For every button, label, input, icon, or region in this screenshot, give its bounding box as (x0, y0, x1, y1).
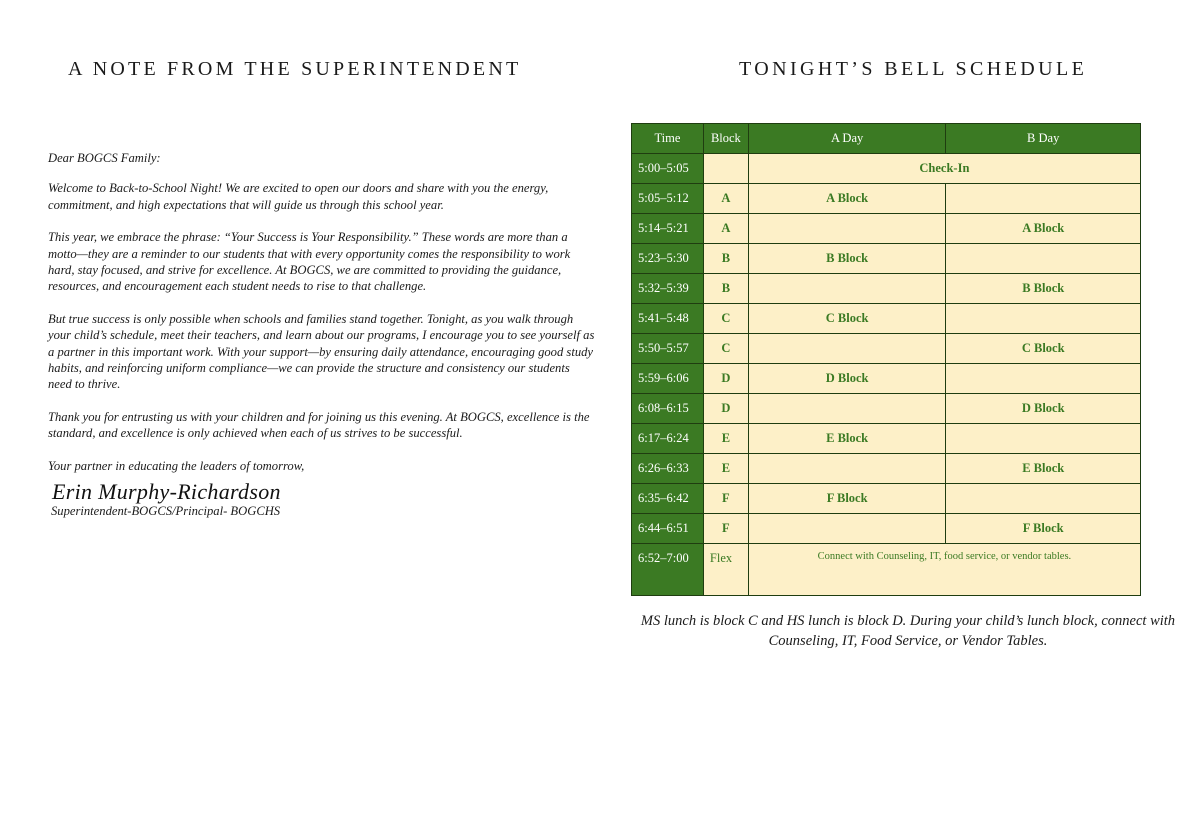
time-cell: 5:41–5:48 (632, 304, 704, 334)
letter-paragraph: This year, we embrace the phrase: “Your Success is Your Responsibility.” These words are more than a motto—they are a reminder to our students that with every opportunity comes the responsibility to work hard, stay focused, and strive for excellence. At BOGCS, we are committed to providing the guidance, resources, and encouragement each student needs to rise to that challenge. (48, 230, 571, 294)
table-header-row (632, 124, 1141, 154)
time-cell: 6:17–6:24 (632, 424, 704, 454)
table-row (632, 184, 1141, 214)
signer-title: Superintendent-BOGCS/Principal- BOGCHS (51, 503, 281, 518)
header-b-day: B Day (946, 124, 1141, 154)
header-time: Time (632, 124, 704, 154)
table-row (632, 454, 1141, 484)
b-day-cell (946, 304, 1141, 334)
letter-paragraph: Welcome to Back-to-School Night! We are excited to open our doors and share with you the energy, commitment, and high expectations that will guide us through this school year. (48, 181, 549, 212)
a-day-cell: F Block (748, 484, 946, 514)
a-day-cell (748, 454, 946, 484)
b-day-cell (946, 424, 1141, 454)
letter-paragraph: But true success is only possible when schools and families stand together. Tonight, as you walk through your child’s schedule, meet their teachers, and learn about our programs, I encourage you to see yourself as a partner in this important work. With your support—by ensuring daily attendance, encouraging good study habits, and reinforcing uniform compliance—we can provide the structure and consistency our students need to thrive. (48, 311, 595, 392)
checkin-cell: Check-In (748, 154, 1140, 184)
letter-title: A NOTE FROM THE SUPERINTENDENT (68, 58, 522, 80)
a-day-cell: B Block (748, 244, 946, 274)
b-day-cell: D Block (946, 394, 1141, 424)
header-a-day: A Day (748, 124, 946, 154)
b-day-cell: F Block (946, 514, 1141, 544)
time-cell: 6:35–6:42 (632, 484, 704, 514)
table-row (632, 214, 1141, 244)
letter-closing: Your partner in educating the leaders of tomorrow, (48, 458, 305, 473)
b-day-cell: E Block (946, 454, 1141, 484)
block-cell: B (703, 244, 748, 274)
a-day-cell (748, 274, 946, 304)
time-cell: 5:14–5:21 (632, 214, 704, 244)
table-row (632, 334, 1141, 364)
time-cell: 5:23–5:30 (632, 244, 704, 274)
block-cell: A (703, 214, 748, 244)
a-day-cell (748, 394, 946, 424)
time-cell: 6:26–6:33 (632, 454, 704, 484)
a-day-cell: A Block (748, 184, 946, 214)
time-cell: 5:50–5:57 (632, 334, 704, 364)
block-cell: E (703, 424, 748, 454)
b-day-cell: A Block (946, 214, 1141, 244)
a-day-cell: E Block (748, 424, 946, 454)
table-row (632, 424, 1141, 454)
block-cell: F (703, 484, 748, 514)
time-cell: 6:52–7:00 (632, 544, 704, 596)
table-row (632, 544, 1141, 596)
b-day-cell: B Block (946, 274, 1141, 304)
b-day-cell: C Block (946, 334, 1141, 364)
header-block: Block (703, 124, 748, 154)
table-row (632, 244, 1141, 274)
time-cell: 5:05–5:12 (632, 184, 704, 214)
table-row (632, 514, 1141, 544)
b-day-cell (946, 244, 1141, 274)
b-day-cell (946, 184, 1141, 214)
block-cell (703, 154, 748, 184)
block-cell: B (703, 274, 748, 304)
time-cell: 5:59–6:06 (632, 364, 704, 394)
block-cell: D (703, 364, 748, 394)
flex-note-cell: Connect with Counseling, IT, food service, or vendor tables. (748, 544, 1140, 596)
letter-paragraph: Thank you for entrusting us with your children and for joining us this evening. At BOGCS, excellence is the standard, and excellence is only achieved when each of us strives to be successful. (48, 409, 590, 441)
schedule-title: TONIGHT’S BELL SCHEDULE (739, 58, 1088, 80)
a-day-cell: D Block (748, 364, 946, 394)
block-cell: C (703, 334, 748, 364)
a-day-cell (748, 334, 946, 364)
a-day-cell (748, 514, 946, 544)
block-cell: Flex (703, 544, 748, 596)
table-row (632, 304, 1141, 334)
block-cell: D (703, 394, 748, 424)
a-day-cell (748, 214, 946, 244)
letter-greeting: Dear BOGCS Family: (48, 151, 161, 165)
block-cell: A (703, 184, 748, 214)
lunch-footnote: MS lunch is block C and HS lunch is block D. During your child’s lunch block, connect with Counseling, IT, Food Service, or Vendor Tables. (640, 613, 1176, 649)
table-row (632, 394, 1141, 424)
block-cell: C (703, 304, 748, 334)
b-day-cell (946, 484, 1141, 514)
table-row (632, 484, 1141, 514)
table-row (632, 364, 1141, 394)
b-day-cell (946, 364, 1141, 394)
table-row (632, 274, 1141, 304)
bell-schedule-table (631, 123, 1141, 596)
time-cell: 5:32–5:39 (632, 274, 704, 304)
block-cell: F (703, 514, 748, 544)
signature: Erin Murphy-Richardson (52, 479, 281, 505)
block-cell: E (703, 454, 748, 484)
superintendent-letter (48, 150, 596, 519)
table-row (632, 154, 1141, 184)
time-cell: 5:00–5:05 (632, 154, 704, 184)
time-cell: 6:08–6:15 (632, 394, 704, 424)
a-day-cell: C Block (748, 304, 946, 334)
time-cell: 6:44–6:51 (632, 514, 704, 544)
